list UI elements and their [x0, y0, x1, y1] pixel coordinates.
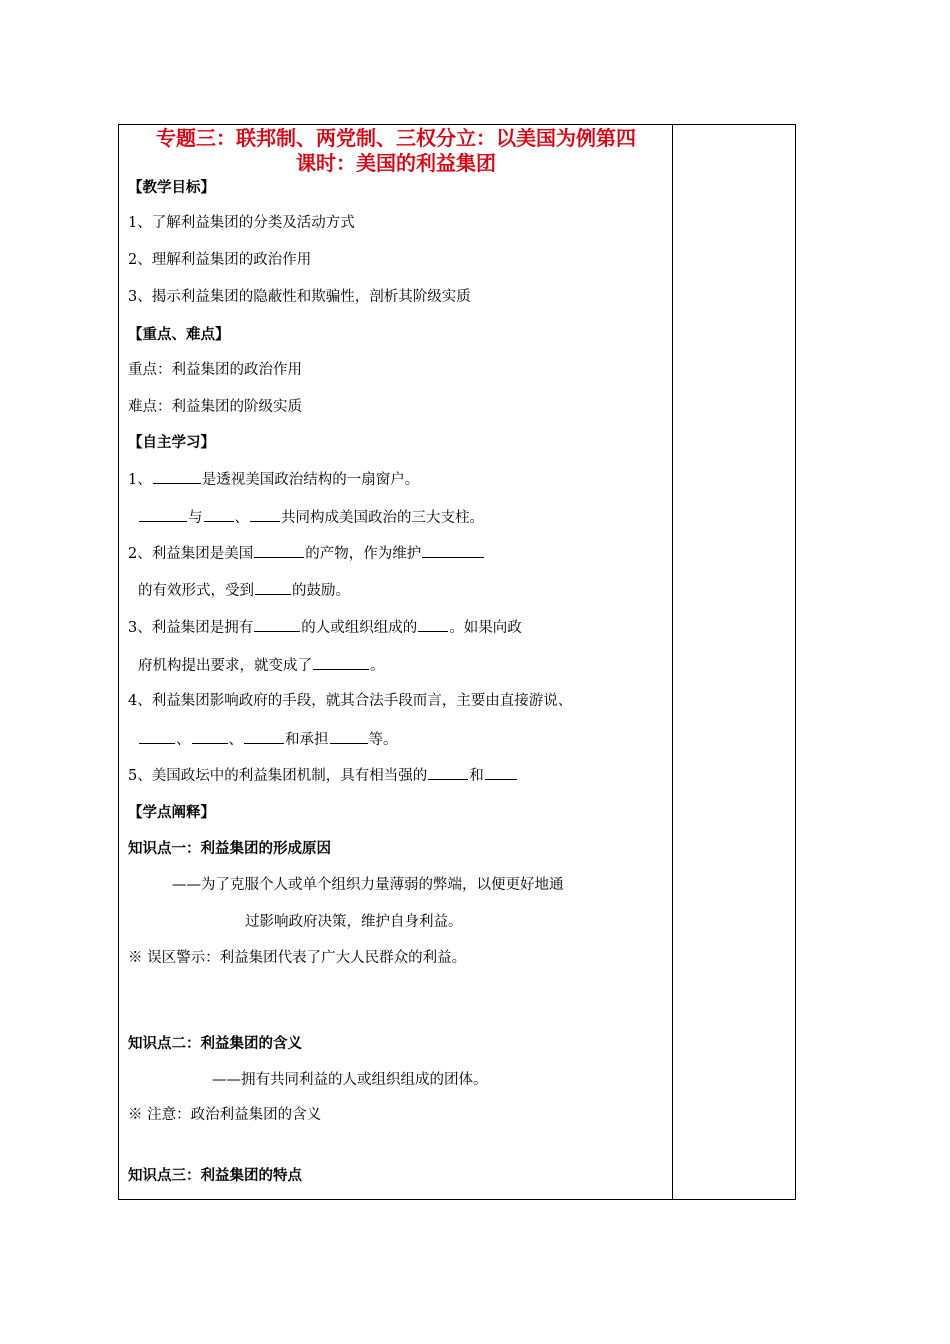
self-study-q1a: 1、 是透视美国政治结构的一扇窗户。 — [128, 469, 419, 490]
fill-blank[interactable] — [139, 729, 175, 744]
page-title-line2: 课时：美国的利益集团 — [296, 151, 496, 175]
fill-blank[interactable] — [204, 507, 234, 522]
fill-blank[interactable] — [255, 580, 291, 595]
fill-blank[interactable] — [418, 617, 448, 632]
self-study-q4b: 、 、 和承担 等。 — [138, 729, 398, 750]
knowledge-1-title: 知识点一：利益集团的形成原因 — [128, 841, 331, 857]
goal-2: 2、理解利益集团的政治作用 — [128, 252, 312, 268]
knowledge-3-title: 知识点三：利益集团的特点 — [128, 1168, 302, 1184]
fill-blank[interactable] — [254, 543, 304, 558]
fill-blank[interactable] — [428, 765, 468, 780]
knowledge-2-title: 知识点二：利益集团的含义 — [128, 1036, 302, 1052]
self-study-q2b: 的有效形式，受到 的鼓励。 — [138, 580, 350, 601]
fill-blank[interactable] — [254, 617, 300, 632]
explain-heading: 【学点阐释】 — [128, 805, 215, 821]
self-study-q2a: 2、利益集团是美国 的产物，作为维护 — [128, 543, 485, 564]
fill-blank[interactable] — [422, 543, 484, 558]
fill-blank[interactable] — [192, 729, 228, 744]
fill-blank[interactable] — [313, 655, 369, 670]
knowledge-1-line1: ——为了克服个人或单个组织力量薄弱的弊端，以便更好地通 — [172, 877, 564, 893]
fill-blank[interactable] — [244, 729, 284, 744]
self-study-heading: 【自主学习】 — [128, 435, 215, 451]
self-study-q1b: 与 、 共同构成美国政治的三大支柱。 — [138, 507, 484, 528]
fill-blank[interactable] — [250, 507, 280, 522]
knowledge-1-warning: ※ 误区警示：利益集团代表了广大人民群众的利益。 — [128, 950, 467, 966]
table-column-divider — [672, 124, 673, 1200]
fill-blank[interactable] — [485, 765, 517, 780]
fill-blank[interactable] — [139, 507, 187, 522]
goal-3: 3、揭示利益集团的隐蔽性和欺骗性，剖析其阶级实质 — [128, 289, 471, 305]
goal-1: 1、了解利益集团的分类及活动方式 — [128, 215, 355, 231]
self-study-q3a: 3、利益集团是拥有 的人或组织组成的 。如果向政 — [128, 617, 522, 638]
self-study-q3b: 府机构提出要求，就变成了 。 — [138, 655, 385, 676]
self-study-q4a: 4、利益集团影响政府的手段，就其合法手段而言，主要由直接游说、 — [128, 693, 573, 709]
self-study-q5: 5、美国政坛中的利益集团机制，具有相当强的 和 — [128, 765, 518, 786]
knowledge-2-line1: ——拥有共同利益的人或组织组成的团体。 — [212, 1072, 488, 1088]
knowledge-2-note: ※ 注意：政治利益集团的含义 — [128, 1107, 322, 1123]
goals-heading: 【教学目标】 — [128, 180, 215, 196]
key-difficult-heading: 【重点、难点】 — [128, 327, 230, 343]
knowledge-1-line2: 过影响政府决策，维护自身利益。 — [245, 914, 463, 930]
page-title-line1: 专题三：联邦制、两党制、三权分立：以美国为例第四 — [156, 126, 636, 150]
difficult-point: 难点：利益集团的阶级实质 — [128, 399, 302, 415]
fill-blank[interactable] — [330, 729, 368, 744]
key-point: 重点：利益集团的政治作用 — [128, 362, 302, 378]
fill-blank[interactable] — [153, 469, 201, 484]
